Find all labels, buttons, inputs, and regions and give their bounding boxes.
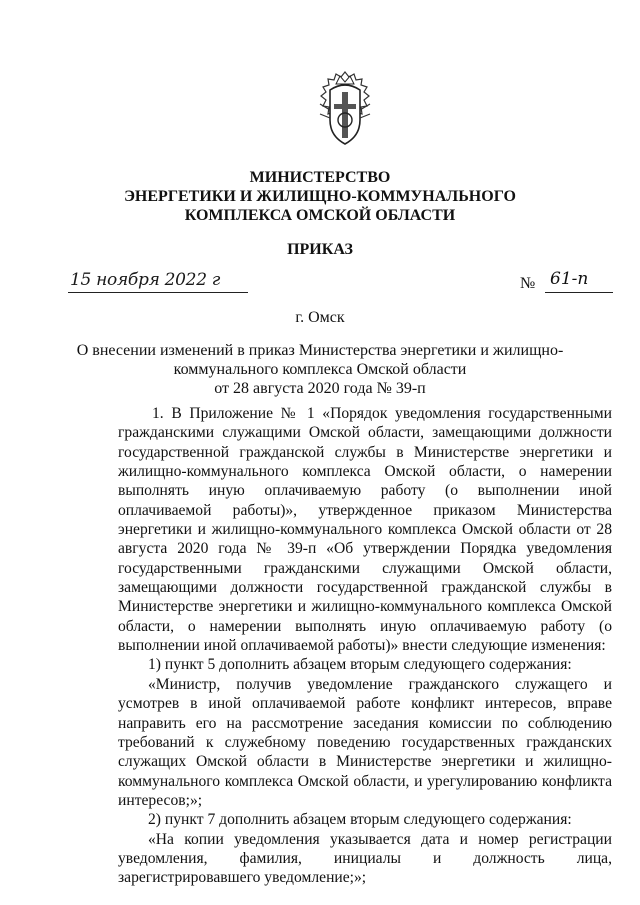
coat-of-arms-icon: [316, 70, 374, 148]
ministry-name-line3: КОМПЛЕКСА ОМСКОЙ ОБЛАСТИ: [184, 207, 456, 224]
ministry-name-line1: МИНИСТЕРСТВО: [249, 169, 391, 186]
order-title-line2: коммунального комплекса Омской области: [173, 361, 467, 378]
handwritten-number: 61-п: [550, 269, 589, 289]
number-label: №: [520, 275, 536, 292]
order-title-line1: О внесении изменений в приказ Министерства энергетики и жилищно-: [76, 342, 564, 359]
paragraph-2: 1) пункт 5 дополнить абзацем вторым следующего содержания:: [148, 656, 572, 674]
order-body: [118, 404, 612, 888]
paragraph-5: «На копии уведомления указывается дата и номер регистрации уведомления, фамилия, инициалы и должность лица, зарегистрировавшего уведомление;»;: [118, 830, 612, 887]
city: г. Омск: [295, 309, 345, 326]
number-underline: [545, 292, 613, 293]
paragraph-3: «Министр, получив уведомление гражданского служащего и усмотрев в иной оплачиваемой работе конфликт интересов, вправе направить его на рассмотрение заседания комиссии по соблюдению требований к служебному поведению государственных гражданских служащих Омской области в Министерстве энергетики и жилищно-коммунального комплекса Омской области, и урегулированию конфликта интересов;»;: [118, 675, 612, 809]
paragraph-1: 1. В Приложение № 1 «Порядок уведомления государственными гражданскими служащими Омской области, замещающими должности государственной гражданской службы в Министерстве энергетики и жилищно-коммунального комплекса Омской области, о намерении выполнять иную оплачиваемую работу (о выполнении иной оплачиваемой работы)», утвержденное приказом Министерства энергетики и жилищно-коммунального комплекса Омской области от 28 августа 2020 года № 39-п «Об утверждении Порядка уведомления государственными гражданскими служащими Омской области, замещающими должности государственной гражданской службы в Министерстве энергетики и жилищно-коммунального комплекса Омской области, о намерении выполнять иную оплачиваемую работу (о выполнении иной оплачиваемой работы)» внести следующие изменения:: [118, 405, 612, 655]
handwritten-date: 15 ноября 2022 г: [70, 270, 221, 290]
document-type: ПРИКАЗ: [287, 241, 353, 258]
paragraph-4: 2) пункт 7 дополнить абзацем вторым следующего содержания:: [148, 811, 572, 829]
ministry-name-line2: ЭНЕРГЕТИКИ И ЖИЛИЩНО-КОММУНАЛЬНОГО: [124, 188, 516, 205]
order-title-line3: от 28 августа 2020 года № 39-п: [214, 380, 426, 397]
date-underline: [68, 292, 248, 293]
